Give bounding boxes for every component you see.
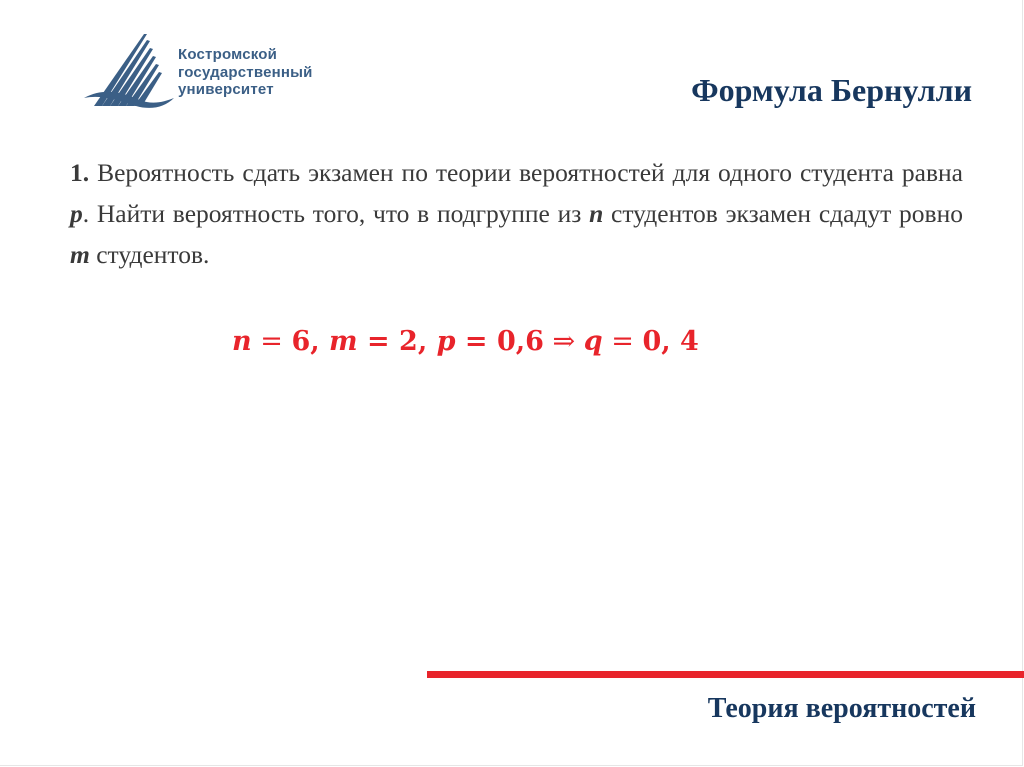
formula-q-value: 0, 4 <box>642 326 699 357</box>
formula-n-value: 6, <box>291 326 320 357</box>
university-name-line: Костромской <box>178 46 278 63</box>
variable-n: n <box>589 199 604 228</box>
university-logo-mark-icon <box>80 28 176 114</box>
problem-text: студентов. <box>89 240 210 269</box>
formula-implies-arrow: ⇒ <box>543 326 584 357</box>
formula-equals: = <box>251 326 292 357</box>
university-name-line: государственный <box>178 63 313 81</box>
slide-title: Формула Бернулли <box>691 72 972 108</box>
formula-p-var: p <box>436 326 456 357</box>
formula-q-var: q <box>583 326 603 357</box>
university-logo <box>80 28 350 118</box>
variable-p: p <box>70 199 83 228</box>
formula-n-var: n <box>232 326 252 357</box>
problem-text: Вероятность сдать экзамен по теории вероятностей для одного студента равна <box>89 158 963 187</box>
variable-m: m <box>70 240 90 269</box>
formula-equals: = <box>357 326 400 357</box>
university-name <box>178 46 313 99</box>
footer-accent-line <box>427 671 1024 678</box>
problem-text: . Найти вероятность того, что в подгруппе из <box>82 199 590 228</box>
given-values-formula <box>232 326 699 357</box>
formula-m-value: 2, <box>399 326 428 357</box>
formula-equals: = <box>602 326 643 357</box>
problem-statement <box>70 152 963 275</box>
footer-course-name: Теория вероятностей <box>707 693 976 724</box>
problem-number: 1. <box>70 158 90 187</box>
problem-text: студентов экзамен сдадут ровно <box>603 199 963 228</box>
formula-p-value: 0,6 <box>496 326 544 357</box>
formula-equals: = <box>455 326 497 357</box>
university-name-line: университет <box>178 81 274 98</box>
formula-m-var: m <box>329 326 358 357</box>
